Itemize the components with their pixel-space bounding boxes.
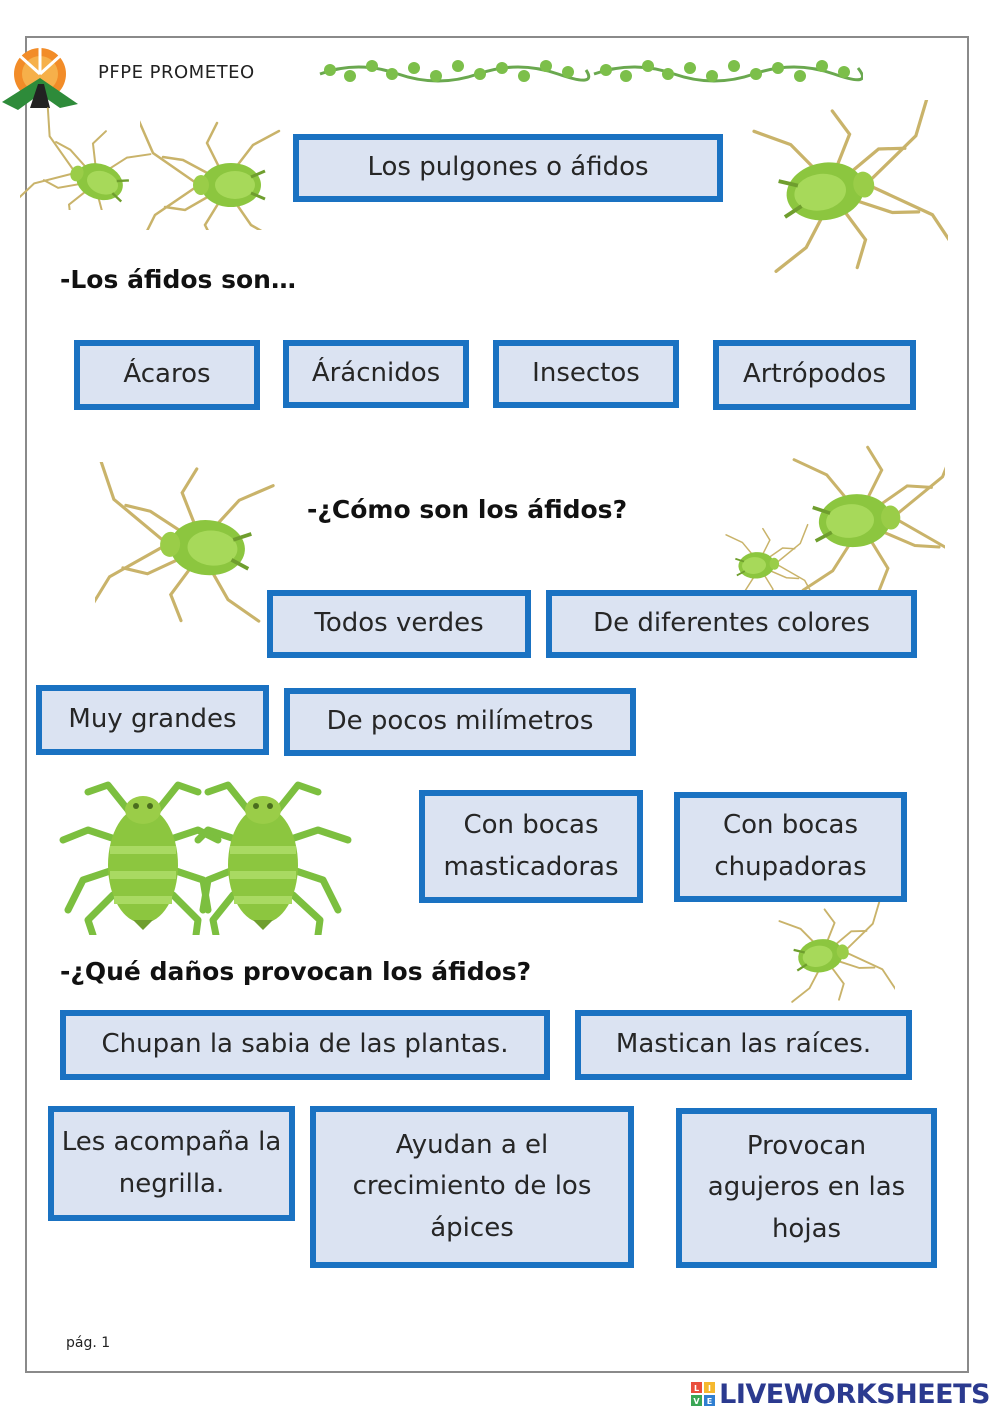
option-muy-grandes[interactable]: Muy grandes	[36, 685, 269, 755]
option-pocos-milimetros[interactable]: De pocos milímetros	[284, 688, 636, 756]
page-number: pág. 1	[66, 1335, 111, 1351]
aphid-photo-icon	[140, 95, 310, 230]
option-artropodos[interactable]: Artrópodos	[713, 340, 916, 410]
vine-decoration	[318, 52, 863, 88]
aphid-photo-icon	[755, 900, 895, 1010]
option-mastican-raices[interactable]: Mastican las raíces.	[575, 1010, 912, 1080]
svg-text:V: V	[693, 1397, 700, 1406]
option-todos-verdes[interactable]: Todos verdes	[267, 590, 531, 658]
option-acaros[interactable]: Ácaros	[74, 340, 260, 410]
cartoon-aphids-icon	[58, 770, 353, 935]
aphid-photo-icon	[700, 520, 820, 600]
aphid-photo-icon	[718, 100, 948, 275]
option-crecimiento-apices[interactable]: Ayudan a el crecimiento de los ápices	[310, 1106, 634, 1268]
option-bocas-chupadoras[interactable]: Con bocas chupadoras	[674, 792, 907, 902]
option-diferentes-colores[interactable]: De diferentes colores	[546, 590, 917, 658]
organization-name: PFPE PROMETEO	[98, 62, 255, 83]
option-insectos[interactable]: Insectos	[493, 340, 679, 408]
question-3: -¿Qué daños provocan los áfidos?	[60, 957, 532, 986]
option-negrilla[interactable]: Les acompaña la negrilla.	[48, 1106, 295, 1221]
liveworksheets-logo	[691, 1378, 990, 1410]
liveworksheets-wordmark: LIVEWORKSHEETS	[719, 1378, 990, 1410]
option-aracnidos[interactable]: Árácnidos	[283, 340, 469, 408]
option-chupan-sabia[interactable]: Chupan la sabia de las plantas.	[60, 1010, 550, 1080]
liveworksheets-icon	[691, 1382, 715, 1406]
question-1: -Los áfidos son…	[60, 265, 296, 294]
svg-text:I: I	[708, 1384, 712, 1393]
title-box: Los pulgones o áfidos	[293, 134, 723, 202]
question-2: -¿Cómo son los áfidos?	[307, 495, 628, 524]
option-agujeros-hojas[interactable]: Provocan agujeros en las hojas	[676, 1108, 937, 1268]
svg-text:L: L	[694, 1384, 700, 1393]
option-bocas-masticadoras[interactable]: Con bocas masticadoras	[419, 790, 643, 903]
svg-text:E: E	[706, 1397, 713, 1406]
